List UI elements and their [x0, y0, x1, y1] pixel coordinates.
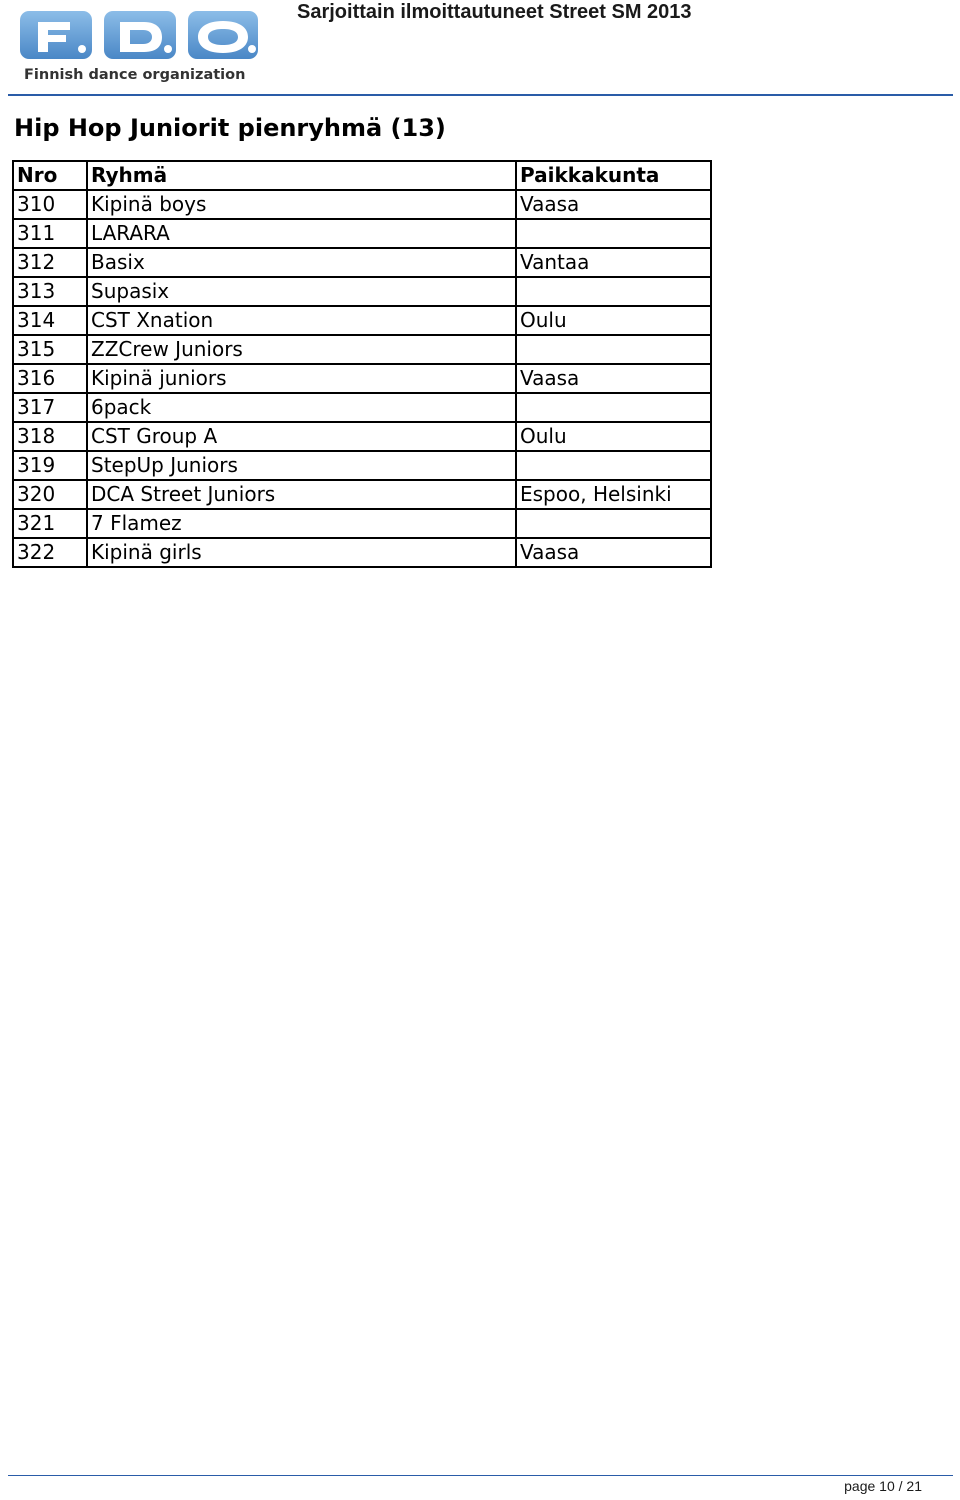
cell-group: LARARA [87, 219, 516, 248]
cell-nro: 316 [13, 364, 87, 393]
footer-divider [8, 1475, 953, 1476]
cell-city: Vantaa [516, 248, 711, 277]
header-divider [8, 94, 953, 96]
table-row [13, 277, 711, 306]
table-row [13, 219, 711, 248]
cell-group: 7 Flamez [87, 509, 516, 538]
cell-group: 6pack [87, 393, 516, 422]
cell-city: Vaasa [516, 538, 711, 567]
cell-nro: 313 [13, 277, 87, 306]
page-number: page 10 / 21 [844, 1478, 922, 1494]
column-header-nro: Nro [13, 161, 87, 190]
cell-city: Vaasa [516, 364, 711, 393]
cell-nro: 311 [13, 219, 87, 248]
column-header-group: Ryhmä [87, 161, 516, 190]
cell-group: DCA Street Juniors [87, 480, 516, 509]
table-row [13, 364, 711, 393]
cell-group: Supasix [87, 277, 516, 306]
table-row [13, 335, 711, 364]
cell-city: Espoo, Helsinki [516, 480, 711, 509]
cell-nro: 314 [13, 306, 87, 335]
column-header-city: Paikkakunta [516, 161, 711, 190]
cell-city [516, 219, 711, 248]
section-title: Hip Hop Juniorit pienryhmä (13) [14, 114, 446, 142]
cell-nro: 312 [13, 248, 87, 277]
cell-group: Basix [87, 248, 516, 277]
cell-nro: 318 [13, 422, 87, 451]
cell-group: ZZCrew Juniors [87, 335, 516, 364]
cell-nro: 317 [13, 393, 87, 422]
table-header-row [13, 161, 711, 190]
table-row [13, 451, 711, 480]
table-row [13, 393, 711, 422]
cell-group: StepUp Juniors [87, 451, 516, 480]
cell-nro: 310 [13, 190, 87, 219]
cell-nro: 321 [13, 509, 87, 538]
cell-group: CST Xnation [87, 306, 516, 335]
table-row [13, 190, 711, 219]
cell-nro: 322 [13, 538, 87, 567]
document-title: Sarjoittain ilmoittautuneet Street SM 2013 [297, 1, 692, 23]
fdo-logo [18, 8, 262, 86]
cell-group: Kipinä juniors [87, 364, 516, 393]
cell-group: Kipinä boys [87, 190, 516, 219]
cell-city: Oulu [516, 306, 711, 335]
cell-group: CST Group A [87, 422, 516, 451]
cell-group: Kipinä girls [87, 538, 516, 567]
table-row [13, 422, 711, 451]
svg-text:Finnish dance organization: Finnish dance organization [24, 67, 246, 83]
cell-nro: 315 [13, 335, 87, 364]
cell-city [516, 335, 711, 364]
cell-city [516, 509, 711, 538]
table-row [13, 538, 711, 567]
table-row [13, 248, 711, 277]
table-row [13, 306, 711, 335]
cell-city [516, 451, 711, 480]
cell-nro: 320 [13, 480, 87, 509]
cell-city [516, 393, 711, 422]
cell-city: Vaasa [516, 190, 711, 219]
cell-nro: 319 [13, 451, 87, 480]
table-row [13, 509, 711, 538]
cell-city: Oulu [516, 422, 711, 451]
entries-table [12, 160, 712, 568]
table-row [13, 480, 711, 509]
cell-city [516, 277, 711, 306]
